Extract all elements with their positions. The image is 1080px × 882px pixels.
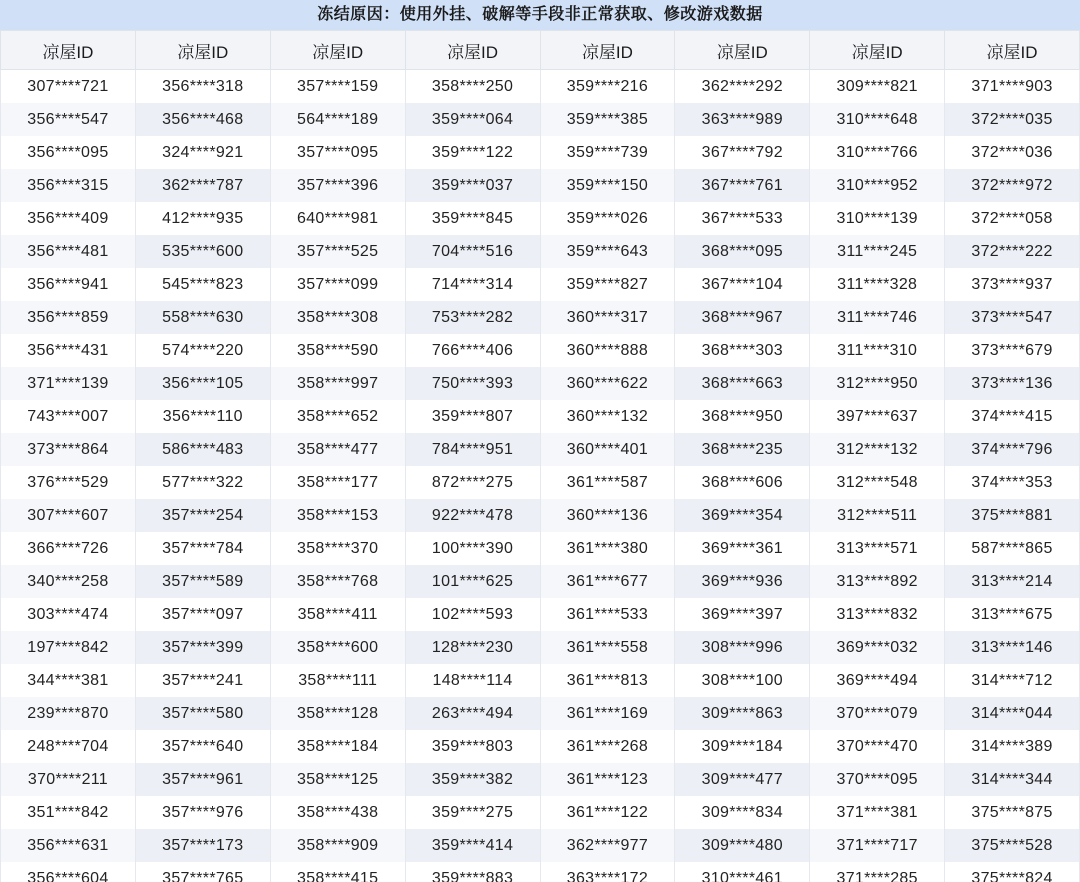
account-id-cell: 753****282 bbox=[405, 301, 540, 334]
account-id-cell: 324****921 bbox=[135, 136, 270, 169]
account-id-cell: 371****903 bbox=[945, 70, 1080, 104]
account-id-cell: 357****784 bbox=[135, 532, 270, 565]
table-row bbox=[1, 730, 1080, 763]
account-id-cell: 313****832 bbox=[810, 598, 945, 631]
account-id-cell: 308****996 bbox=[675, 631, 810, 664]
account-id-cell: 128****230 bbox=[405, 631, 540, 664]
account-id-cell: 370****079 bbox=[810, 697, 945, 730]
account-id-cell: 303****474 bbox=[1, 598, 136, 631]
column-header-7: 凉屋ID bbox=[810, 31, 945, 70]
table-row bbox=[1, 862, 1080, 882]
account-id-cell: 101****625 bbox=[405, 565, 540, 598]
account-id-cell: 360****132 bbox=[540, 400, 675, 433]
account-id-cell: 313****571 bbox=[810, 532, 945, 565]
account-id-cell: 369****936 bbox=[675, 565, 810, 598]
account-id-cell: 356****468 bbox=[135, 103, 270, 136]
table-row bbox=[1, 433, 1080, 466]
table-row bbox=[1, 499, 1080, 532]
account-id-cell: 367****792 bbox=[675, 136, 810, 169]
account-id-cell: 372****058 bbox=[945, 202, 1080, 235]
account-id-cell: 309****863 bbox=[675, 697, 810, 730]
column-header-5: 凉屋ID bbox=[540, 31, 675, 70]
account-id-cell: 704****516 bbox=[405, 235, 540, 268]
account-id-cell: 311****746 bbox=[810, 301, 945, 334]
account-id-cell: 309****184 bbox=[675, 730, 810, 763]
account-id-cell: 359****275 bbox=[405, 796, 540, 829]
account-id-cell: 314****389 bbox=[945, 730, 1080, 763]
account-id-cell: 309****477 bbox=[675, 763, 810, 796]
account-id-cell: 358****153 bbox=[270, 499, 405, 532]
table-row bbox=[1, 268, 1080, 301]
account-id-cell: 307****721 bbox=[1, 70, 136, 104]
account-id-cell: 367****533 bbox=[675, 202, 810, 235]
account-id-cell: 309****821 bbox=[810, 70, 945, 104]
account-id-cell: 369****361 bbox=[675, 532, 810, 565]
column-header-8: 凉屋ID bbox=[945, 31, 1080, 70]
account-id-cell: 587****865 bbox=[945, 532, 1080, 565]
account-id-cell: 375****528 bbox=[945, 829, 1080, 862]
account-id-cell: 360****888 bbox=[540, 334, 675, 367]
account-id-cell: 357****396 bbox=[270, 169, 405, 202]
account-id-cell: 359****827 bbox=[540, 268, 675, 301]
account-id-cell: 314****344 bbox=[945, 763, 1080, 796]
header-row bbox=[1, 31, 1080, 70]
account-id-cell: 344****381 bbox=[1, 664, 136, 697]
account-id-cell: 357****159 bbox=[270, 70, 405, 104]
table-row bbox=[1, 565, 1080, 598]
account-id-cell: 373****937 bbox=[945, 268, 1080, 301]
account-id-cell: 368****967 bbox=[675, 301, 810, 334]
account-id-cell: 359****037 bbox=[405, 169, 540, 202]
account-id-cell: 362****292 bbox=[675, 70, 810, 104]
account-id-cell: 358****415 bbox=[270, 862, 405, 882]
account-id-cell: 368****095 bbox=[675, 235, 810, 268]
account-id-cell: 371****285 bbox=[810, 862, 945, 882]
account-id-cell: 368****663 bbox=[675, 367, 810, 400]
account-id-cell: 359****643 bbox=[540, 235, 675, 268]
account-id-cell: 369****032 bbox=[810, 631, 945, 664]
account-id-cell: 359****739 bbox=[540, 136, 675, 169]
account-id-cell: 361****533 bbox=[540, 598, 675, 631]
table-row bbox=[1, 136, 1080, 169]
account-id-cell: 586****483 bbox=[135, 433, 270, 466]
account-id-cell: 239****870 bbox=[1, 697, 136, 730]
account-id-cell: 368****235 bbox=[675, 433, 810, 466]
column-header-2: 凉屋ID bbox=[135, 31, 270, 70]
account-id-cell: 358****909 bbox=[270, 829, 405, 862]
account-id-cell: 370****211 bbox=[1, 763, 136, 796]
account-id-cell: 358****477 bbox=[270, 433, 405, 466]
table-row bbox=[1, 301, 1080, 334]
account-id-cell: 313****892 bbox=[810, 565, 945, 598]
account-id-cell: 359****807 bbox=[405, 400, 540, 433]
account-id-cell: 366****726 bbox=[1, 532, 136, 565]
account-id-cell: 307****607 bbox=[1, 499, 136, 532]
account-id-cell: 362****977 bbox=[540, 829, 675, 862]
account-id-cell: 358****600 bbox=[270, 631, 405, 664]
column-header-3: 凉屋ID bbox=[270, 31, 405, 70]
account-id-cell: 356****859 bbox=[1, 301, 136, 334]
account-id-cell: 369****494 bbox=[810, 664, 945, 697]
account-id-cell: 372****035 bbox=[945, 103, 1080, 136]
account-id-cell: 373****679 bbox=[945, 334, 1080, 367]
account-id-cell: 363****172 bbox=[540, 862, 675, 882]
account-id-cell: 375****875 bbox=[945, 796, 1080, 829]
account-id-cell: 373****136 bbox=[945, 367, 1080, 400]
account-id-cell: 357****097 bbox=[135, 598, 270, 631]
account-id-cell: 357****241 bbox=[135, 664, 270, 697]
table-row bbox=[1, 70, 1080, 104]
table-row bbox=[1, 829, 1080, 862]
account-id-cell: 310****766 bbox=[810, 136, 945, 169]
account-id-cell: 358****438 bbox=[270, 796, 405, 829]
account-id-cell: 359****883 bbox=[405, 862, 540, 882]
account-id-cell: 376****529 bbox=[1, 466, 136, 499]
account-id-cell: 361****380 bbox=[540, 532, 675, 565]
account-id-cell: 100****390 bbox=[405, 532, 540, 565]
account-id-cell: 357****099 bbox=[270, 268, 405, 301]
account-id-cell: 372****222 bbox=[945, 235, 1080, 268]
account-id-cell: 356****095 bbox=[1, 136, 136, 169]
account-id-cell: 361****677 bbox=[540, 565, 675, 598]
account-id-cell: 368****606 bbox=[675, 466, 810, 499]
account-id-cell: 784****951 bbox=[405, 433, 540, 466]
account-id-cell: 371****381 bbox=[810, 796, 945, 829]
table-row bbox=[1, 631, 1080, 664]
account-id-cell: 574****220 bbox=[135, 334, 270, 367]
account-id-cell: 356****409 bbox=[1, 202, 136, 235]
account-id-cell: 743****007 bbox=[1, 400, 136, 433]
table-row bbox=[1, 664, 1080, 697]
account-id-cell: 314****044 bbox=[945, 697, 1080, 730]
account-id-cell: 372****036 bbox=[945, 136, 1080, 169]
account-id-cell: 311****328 bbox=[810, 268, 945, 301]
account-id-cell: 358****768 bbox=[270, 565, 405, 598]
account-id-cell: 373****864 bbox=[1, 433, 136, 466]
frozen-id-table bbox=[0, 30, 1080, 882]
account-id-cell: 564****189 bbox=[270, 103, 405, 136]
account-id-cell: 359****064 bbox=[405, 103, 540, 136]
column-header-1: 凉屋ID bbox=[1, 31, 136, 70]
account-id-cell: 358****308 bbox=[270, 301, 405, 334]
account-id-cell: 359****385 bbox=[540, 103, 675, 136]
account-id-cell: 374****353 bbox=[945, 466, 1080, 499]
account-id-cell: 357****976 bbox=[135, 796, 270, 829]
account-id-cell: 357****580 bbox=[135, 697, 270, 730]
id-table-container bbox=[0, 30, 1080, 882]
account-id-cell: 361****587 bbox=[540, 466, 675, 499]
table-body bbox=[1, 70, 1080, 882]
account-id-cell: 310****648 bbox=[810, 103, 945, 136]
account-id-cell: 340****258 bbox=[1, 565, 136, 598]
table-row bbox=[1, 400, 1080, 433]
account-id-cell: 357****765 bbox=[135, 862, 270, 882]
account-id-cell: 310****952 bbox=[810, 169, 945, 202]
account-id-cell: 358****250 bbox=[405, 70, 540, 104]
table-row bbox=[1, 697, 1080, 730]
account-id-cell: 397****637 bbox=[810, 400, 945, 433]
account-id-cell: 358****177 bbox=[270, 466, 405, 499]
account-id-cell: 375****824 bbox=[945, 862, 1080, 882]
account-id-cell: 577****322 bbox=[135, 466, 270, 499]
account-id-cell: 356****318 bbox=[135, 70, 270, 104]
account-id-cell: 371****139 bbox=[1, 367, 136, 400]
freeze-reason-banner: 冻结原因：使用外挂、破解等手段非正常获取、修改游戏数据 bbox=[0, 0, 1080, 30]
account-id-cell: 313****675 bbox=[945, 598, 1080, 631]
column-header-6: 凉屋ID bbox=[675, 31, 810, 70]
account-id-cell: 356****604 bbox=[1, 862, 136, 882]
account-id-cell: 356****631 bbox=[1, 829, 136, 862]
account-id-cell: 368****303 bbox=[675, 334, 810, 367]
account-id-cell: 374****415 bbox=[945, 400, 1080, 433]
table-row bbox=[1, 169, 1080, 202]
account-id-cell: 248****704 bbox=[1, 730, 136, 763]
account-id-cell: 311****310 bbox=[810, 334, 945, 367]
account-id-cell: 356****431 bbox=[1, 334, 136, 367]
table-row bbox=[1, 532, 1080, 565]
account-id-cell: 374****796 bbox=[945, 433, 1080, 466]
account-id-cell: 373****547 bbox=[945, 301, 1080, 334]
table-header bbox=[1, 31, 1080, 70]
account-id-cell: 361****813 bbox=[540, 664, 675, 697]
account-id-cell: 360****401 bbox=[540, 433, 675, 466]
account-id-cell: 358****128 bbox=[270, 697, 405, 730]
account-id-cell: 872****275 bbox=[405, 466, 540, 499]
account-id-cell: 357****961 bbox=[135, 763, 270, 796]
account-id-cell: 310****139 bbox=[810, 202, 945, 235]
account-id-cell: 359****216 bbox=[540, 70, 675, 104]
account-id-cell: 367****104 bbox=[675, 268, 810, 301]
account-id-cell: 372****972 bbox=[945, 169, 1080, 202]
account-id-cell: 714****314 bbox=[405, 268, 540, 301]
account-id-cell: 312****132 bbox=[810, 433, 945, 466]
account-id-cell: 102****593 bbox=[405, 598, 540, 631]
account-id-cell: 357****095 bbox=[270, 136, 405, 169]
account-id-cell: 309****480 bbox=[675, 829, 810, 862]
table-row bbox=[1, 235, 1080, 268]
account-id-cell: 356****110 bbox=[135, 400, 270, 433]
account-id-cell: 368****950 bbox=[675, 400, 810, 433]
account-id-cell: 375****881 bbox=[945, 499, 1080, 532]
table-row bbox=[1, 598, 1080, 631]
account-id-cell: 313****146 bbox=[945, 631, 1080, 664]
account-id-cell: 922****478 bbox=[405, 499, 540, 532]
account-id-cell: 359****150 bbox=[540, 169, 675, 202]
account-id-cell: 361****123 bbox=[540, 763, 675, 796]
table-row bbox=[1, 763, 1080, 796]
account-id-cell: 359****845 bbox=[405, 202, 540, 235]
account-id-cell: 362****787 bbox=[135, 169, 270, 202]
account-id-cell: 359****382 bbox=[405, 763, 540, 796]
account-id-cell: 357****399 bbox=[135, 631, 270, 664]
account-id-cell: 369****354 bbox=[675, 499, 810, 532]
account-id-cell: 360****136 bbox=[540, 499, 675, 532]
account-id-cell: 357****173 bbox=[135, 829, 270, 862]
account-id-cell: 640****981 bbox=[270, 202, 405, 235]
account-id-cell: 358****111 bbox=[270, 664, 405, 697]
account-id-cell: 750****393 bbox=[405, 367, 540, 400]
account-id-cell: 545****823 bbox=[135, 268, 270, 301]
account-id-cell: 360****622 bbox=[540, 367, 675, 400]
table-row bbox=[1, 796, 1080, 829]
account-id-cell: 360****317 bbox=[540, 301, 675, 334]
account-id-cell: 359****414 bbox=[405, 829, 540, 862]
account-id-cell: 359****803 bbox=[405, 730, 540, 763]
account-id-cell: 535****600 bbox=[135, 235, 270, 268]
account-id-cell: 367****761 bbox=[675, 169, 810, 202]
account-id-cell: 361****122 bbox=[540, 796, 675, 829]
account-id-cell: 412****935 bbox=[135, 202, 270, 235]
account-id-cell: 361****169 bbox=[540, 697, 675, 730]
table-row bbox=[1, 334, 1080, 367]
account-id-cell: 197****842 bbox=[1, 631, 136, 664]
account-id-cell: 358****590 bbox=[270, 334, 405, 367]
account-id-cell: 308****100 bbox=[675, 664, 810, 697]
account-id-cell: 356****105 bbox=[135, 367, 270, 400]
account-id-cell: 371****717 bbox=[810, 829, 945, 862]
account-id-cell: 361****558 bbox=[540, 631, 675, 664]
account-id-cell: 358****184 bbox=[270, 730, 405, 763]
account-id-cell: 309****834 bbox=[675, 796, 810, 829]
account-id-cell: 358****125 bbox=[270, 763, 405, 796]
account-id-cell: 356****941 bbox=[1, 268, 136, 301]
account-id-cell: 558****630 bbox=[135, 301, 270, 334]
account-id-cell: 363****989 bbox=[675, 103, 810, 136]
account-id-cell: 356****315 bbox=[1, 169, 136, 202]
table-row bbox=[1, 202, 1080, 235]
account-id-cell: 357****640 bbox=[135, 730, 270, 763]
account-id-cell: 370****095 bbox=[810, 763, 945, 796]
account-id-cell: 356****481 bbox=[1, 235, 136, 268]
table-row bbox=[1, 466, 1080, 499]
account-id-cell: 358****370 bbox=[270, 532, 405, 565]
account-id-cell: 312****950 bbox=[810, 367, 945, 400]
account-id-cell: 358****652 bbox=[270, 400, 405, 433]
account-id-cell: 357****254 bbox=[135, 499, 270, 532]
account-id-cell: 766****406 bbox=[405, 334, 540, 367]
account-id-cell: 314****712 bbox=[945, 664, 1080, 697]
account-id-cell: 351****842 bbox=[1, 796, 136, 829]
account-id-cell: 359****026 bbox=[540, 202, 675, 235]
account-id-cell: 358****411 bbox=[270, 598, 405, 631]
account-id-cell: 356****547 bbox=[1, 103, 136, 136]
account-id-cell: 357****525 bbox=[270, 235, 405, 268]
account-id-cell: 359****122 bbox=[405, 136, 540, 169]
table-row bbox=[1, 367, 1080, 400]
account-id-cell: 312****548 bbox=[810, 466, 945, 499]
account-id-cell: 370****470 bbox=[810, 730, 945, 763]
account-id-cell: 310****461 bbox=[675, 862, 810, 882]
account-id-cell: 369****397 bbox=[675, 598, 810, 631]
column-header-4: 凉屋ID bbox=[405, 31, 540, 70]
account-id-cell: 357****589 bbox=[135, 565, 270, 598]
account-id-cell: 313****214 bbox=[945, 565, 1080, 598]
table-row bbox=[1, 103, 1080, 136]
account-id-cell: 148****114 bbox=[405, 664, 540, 697]
account-id-cell: 311****245 bbox=[810, 235, 945, 268]
account-id-cell: 361****268 bbox=[540, 730, 675, 763]
account-id-cell: 358****997 bbox=[270, 367, 405, 400]
account-id-cell: 312****511 bbox=[810, 499, 945, 532]
account-id-cell: 263****494 bbox=[405, 697, 540, 730]
